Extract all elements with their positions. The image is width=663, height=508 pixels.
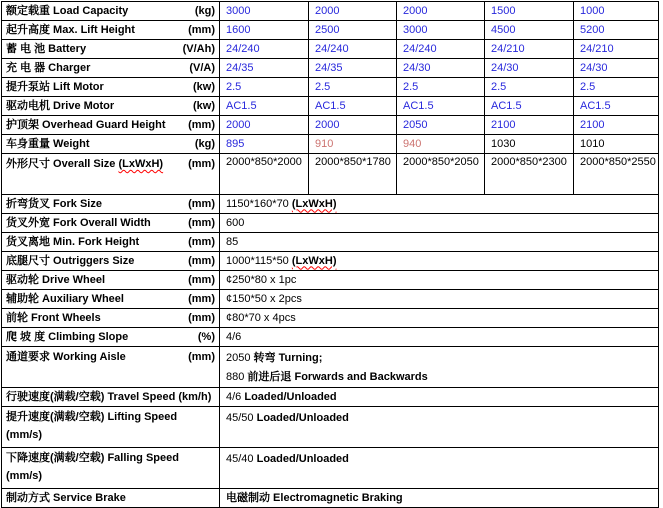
row-label-text: 车身重量 Weight — [6, 137, 90, 150]
spec-row — [2, 154, 659, 195]
value-text: 880 — [226, 371, 248, 383]
row-value: 1010 — [574, 135, 659, 154]
row-label — [2, 489, 220, 508]
row-label-text: 辅助轮 Auxiliary Wheel — [6, 292, 124, 305]
row-value: 2.5 — [574, 78, 659, 97]
row-label — [2, 40, 220, 59]
value-bold-text: 转弯 Turning; — [253, 352, 323, 364]
row-value: 5200 — [574, 21, 659, 40]
row-label-text: 驱动轮 Drive Wheel — [6, 273, 106, 286]
row-value-line — [226, 291, 654, 308]
spec-row-merged — [2, 309, 659, 328]
spec-row-merged — [2, 271, 659, 290]
row-unit: (mm) — [188, 254, 215, 267]
row-value: 2.5 — [309, 78, 397, 97]
row-unit: (mm) — [188, 118, 215, 131]
spec-row — [2, 21, 659, 40]
row-value — [220, 214, 659, 233]
row-value — [220, 271, 659, 290]
row-label-text: 爬 坡 度 Climbing Slope — [6, 330, 129, 343]
row-label-line2: (mm/s) — [6, 429, 43, 441]
row-label-text: 货叉外宽 Fork Overall Width — [6, 216, 151, 229]
row-value: 24/210 — [574, 40, 659, 59]
row-label — [2, 195, 220, 214]
row-value-line — [226, 329, 654, 346]
row-value — [220, 347, 659, 388]
row-value-line — [226, 368, 654, 387]
row-value — [220, 328, 659, 347]
value-text: ¢80*70 x 4pcs — [226, 311, 296, 324]
value-text: 45/50 — [226, 412, 257, 424]
row-value-line — [226, 409, 654, 428]
row-value: 4500 — [485, 21, 574, 40]
row-value-line — [226, 215, 654, 232]
value-bold-text: 电磁制动 Electromagnetic Braking — [226, 491, 403, 504]
row-value: 2.5 — [485, 78, 574, 97]
spec-row-merged — [2, 290, 659, 309]
row-label — [2, 97, 220, 116]
spec-row — [2, 97, 659, 116]
row-label-text: 额定载重 Load Capacity — [6, 4, 129, 17]
value-text: 45/40 — [226, 453, 257, 465]
spec-table — [1, 1, 659, 508]
value-bold-text: Loaded/Unloaded — [244, 390, 337, 403]
row-value: 940 — [397, 135, 485, 154]
spec-row-merged — [2, 233, 659, 252]
value-text: 4/6 — [226, 390, 245, 403]
row-label-text: 蓄 电 池 Battery — [6, 42, 87, 55]
row-label — [2, 252, 220, 271]
row-value-line — [226, 389, 654, 406]
row-value: 24/35 — [309, 59, 397, 78]
spec-row — [2, 40, 659, 59]
row-label — [2, 2, 220, 21]
row-label — [2, 407, 220, 448]
row-value: 2100 — [485, 116, 574, 135]
row-unit: (V/A) — [189, 61, 215, 74]
row-label-text: 制动方式 Service Brake — [6, 491, 126, 504]
row-label-text: 折弯货叉 Fork Size — [6, 197, 102, 210]
spec-row — [2, 135, 659, 154]
value-bold-text: Loaded/Unloaded — [256, 412, 349, 424]
row-unit: (kg) — [194, 4, 215, 17]
row-unit: (mm) — [188, 23, 215, 36]
value-text: ¢150*50 x 2pcs — [226, 292, 302, 305]
value-text: 85 — [226, 235, 239, 248]
row-value — [220, 252, 659, 271]
row-value — [220, 388, 659, 407]
row-label-line2: (mm/s) — [6, 470, 43, 482]
spec-table-body — [2, 2, 659, 508]
row-value: 910 — [309, 135, 397, 154]
row-value: 2000 — [397, 2, 485, 21]
spec-row-merged — [2, 388, 659, 407]
row-unit: (mm) — [188, 292, 215, 305]
row-value: 2000 — [220, 116, 309, 135]
row-value: 2000*850*2000 — [220, 154, 309, 195]
row-value — [220, 290, 659, 309]
row-value: 1500 — [485, 2, 574, 21]
row-label — [2, 59, 220, 78]
value-text: 1000*115*50 — [226, 254, 292, 267]
row-unit: (mm) — [188, 351, 215, 363]
value-text: ¢250*80 x 1pc — [226, 273, 297, 286]
value-bold-text: Loaded/Unloaded — [256, 453, 349, 465]
row-value — [220, 448, 659, 489]
row-value: 2000 — [309, 2, 397, 21]
row-value: 24/30 — [397, 59, 485, 78]
row-unit: (mm) — [188, 235, 215, 248]
value-text: 2050 — [226, 352, 254, 364]
row-label — [2, 78, 220, 97]
row-label-text: 起升高度 Max. Lift Height — [6, 23, 135, 36]
spec-row-merged — [2, 195, 659, 214]
row-label-text: 提升速度(满载/空载) Lifting Speed — [6, 411, 178, 423]
row-value-line — [226, 349, 654, 368]
spec-row-merged — [2, 407, 659, 448]
row-value-line — [226, 310, 654, 327]
row-unit: (kw) — [193, 80, 215, 93]
row-label — [2, 116, 220, 135]
row-unit: (mm) — [188, 216, 215, 229]
row-value: 24/240 — [220, 40, 309, 59]
row-value-line — [226, 196, 654, 213]
row-value: AC1.5 — [397, 97, 485, 116]
row-unit: (mm) — [188, 311, 215, 324]
row-value: 1030 — [485, 135, 574, 154]
row-label-text: 底腿尺寸 Outriggers Size — [6, 254, 135, 267]
row-label — [2, 290, 220, 309]
row-label — [2, 21, 220, 40]
row-value: 2000*850*2550 — [574, 154, 659, 195]
row-value: 1600 — [220, 21, 309, 40]
row-value: 2000*850*2050 — [397, 154, 485, 195]
row-label — [2, 135, 220, 154]
row-value: 24/240 — [309, 40, 397, 59]
row-unit: (mm) — [188, 158, 215, 170]
row-label — [2, 448, 220, 489]
row-value: AC1.5 — [309, 97, 397, 116]
row-label-text: 货叉离地 Min. Fork Height — [6, 235, 140, 248]
row-label-text: 驱动电机 Drive Motor — [6, 99, 115, 112]
row-value-line — [226, 490, 654, 507]
value-bold-text: 前进后退 Forwards and Backwards — [247, 371, 428, 383]
row-label — [2, 388, 220, 407]
row-value — [220, 195, 659, 214]
row-label — [2, 214, 220, 233]
spec-row-merged — [2, 489, 659, 508]
row-label — [2, 347, 220, 388]
row-unit: (kg) — [194, 137, 215, 150]
row-value: 2000 — [309, 116, 397, 135]
value-text: 4/6 — [226, 330, 242, 343]
value-bold-spellcheck-text: (LxWxH) — [291, 254, 337, 267]
row-value: 2000*850*2300 — [485, 154, 574, 195]
row-value: 2100 — [574, 116, 659, 135]
row-label — [2, 271, 220, 290]
row-label-text: 前轮 Front Wheels — [6, 311, 101, 324]
value-bold-spellcheck-text: (LxWxH) — [291, 197, 337, 210]
row-label-text: 提升泵站 Lift Motor — [6, 80, 104, 93]
spec-row — [2, 2, 659, 21]
row-value: 2500 — [309, 21, 397, 40]
row-label-text: 充 电 器 Charger — [6, 61, 91, 74]
spec-row-merged — [2, 328, 659, 347]
row-label-text: 护顶架 Overhead Guard Height — [6, 118, 166, 131]
row-value: 24/30 — [485, 59, 574, 78]
value-text: 600 — [226, 216, 245, 229]
spec-row-merged — [2, 252, 659, 271]
spec-row-merged — [2, 214, 659, 233]
row-value: AC1.5 — [485, 97, 574, 116]
row-label-text: 外形尺寸 Overall Size — [6, 158, 119, 170]
row-value: 24/210 — [485, 40, 574, 59]
row-value: 3000 — [397, 21, 485, 40]
row-value — [220, 309, 659, 328]
row-label — [2, 328, 220, 347]
row-value-line — [226, 272, 654, 289]
row-unit: (mm) — [188, 197, 215, 210]
row-label — [2, 154, 220, 195]
row-value-line — [226, 234, 654, 251]
row-label-spellcheck-text: (LxWxH) — [118, 158, 164, 170]
row-value: 2000*850*1780 — [309, 154, 397, 195]
row-value: AC1.5 — [220, 97, 309, 116]
row-value: 24/30 — [574, 59, 659, 78]
row-label — [2, 233, 220, 252]
row-value: 895 — [220, 135, 309, 154]
row-label-text: 通道要求 Working Aisle — [6, 351, 126, 363]
row-value: 3000 — [220, 2, 309, 21]
row-unit: (V/Ah) — [182, 42, 215, 55]
spec-row — [2, 78, 659, 97]
row-label-text: 行驶速度(满载/空载) Travel Speed (km/h) — [6, 390, 212, 403]
row-value: 1000 — [574, 2, 659, 21]
row-value: AC1.5 — [574, 97, 659, 116]
row-value: 2.5 — [397, 78, 485, 97]
row-unit: (kw) — [193, 99, 215, 112]
row-value: 24/240 — [397, 40, 485, 59]
row-unit: (%) — [197, 330, 215, 343]
row-label — [2, 309, 220, 328]
spec-row — [2, 59, 659, 78]
row-value — [220, 233, 659, 252]
row-value-line — [226, 253, 654, 270]
row-unit: (mm) — [188, 273, 215, 286]
spec-row — [2, 116, 659, 135]
row-value: 2050 — [397, 116, 485, 135]
row-value — [220, 489, 659, 508]
value-text: 1150*160*70 — [226, 197, 292, 210]
row-label-text: 下降速度(满载/空载) Falling Speed — [6, 452, 179, 464]
row-value — [220, 407, 659, 448]
spec-row-merged — [2, 448, 659, 489]
row-value-line — [226, 450, 654, 469]
spec-row-merged — [2, 347, 659, 388]
row-value: 24/35 — [220, 59, 309, 78]
row-value: 2.5 — [220, 78, 309, 97]
